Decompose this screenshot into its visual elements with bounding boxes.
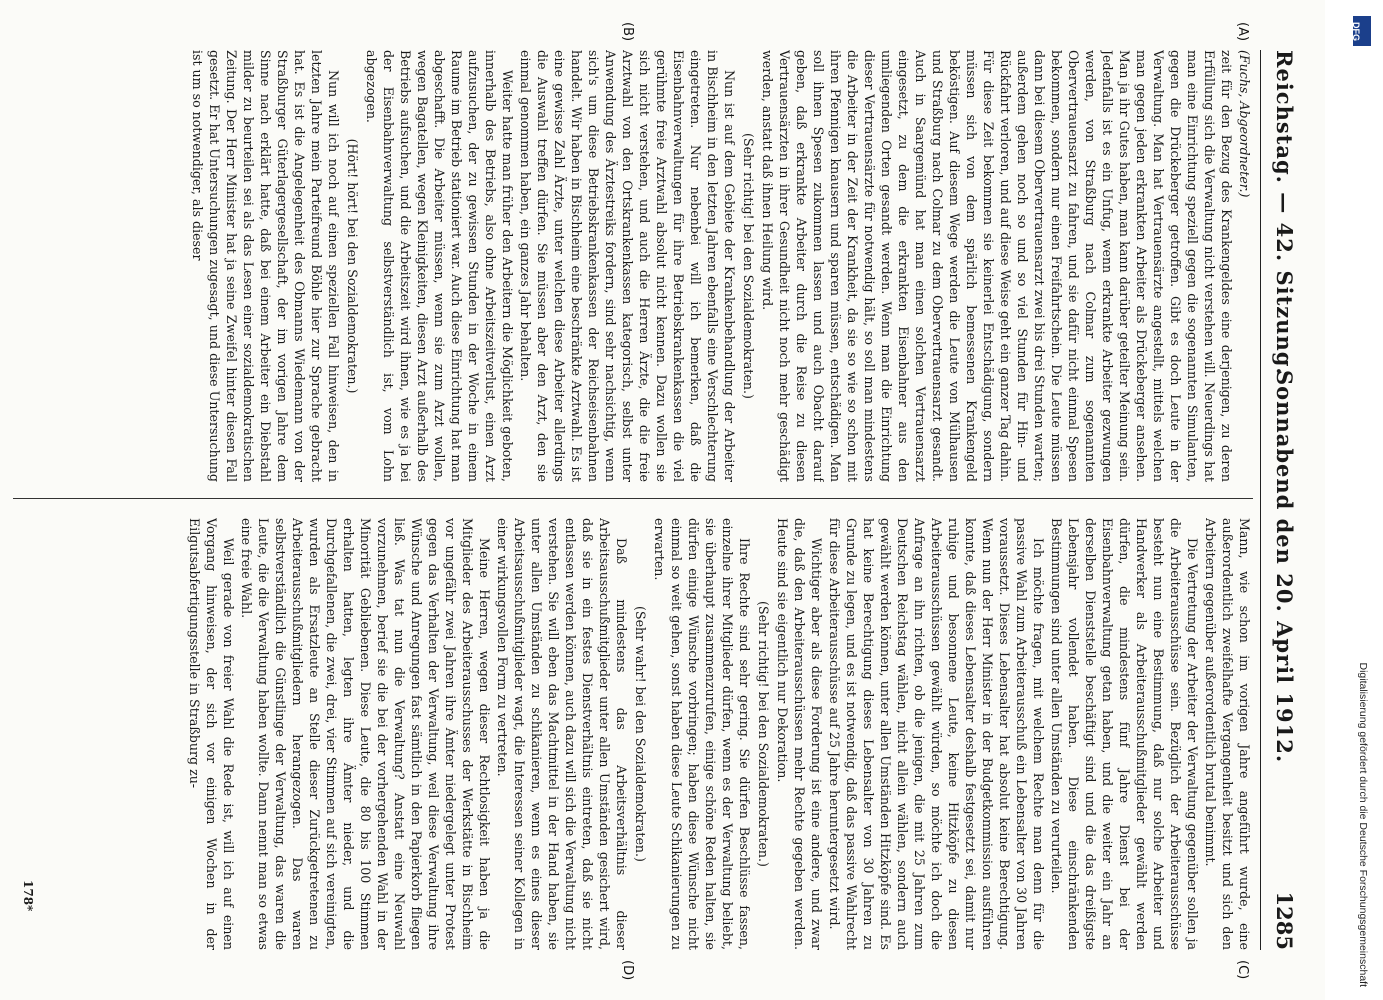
sheet-signature: 178* [21,880,35,912]
interjection: (Hört! hört! bei den Sozialdemokraten.) [345,138,360,394]
credit-text: Digitalisierung gefördert durch die Deutsche Forschungsgemeinschaft [1357,662,1369,987]
paragraph: Meine Herren, wegen dieser Rechtlosigkeit haben ja die Mitglieder des Arbeiterausschusses der Werkstätte in Bischheim vor ungefähr zwei Jahren ihre Ämter niedergelegt unter Protest gegen das Verhalten der Verwaltung, weil diese Verwaltung ihre Wünsche und Anregungen fast sämtlich in den Papierkorb fliegen ließ. Was tat nun die Verwaltung? Anstatt eine Neuwahl vorzunehmen, berief sie die bei der vorhergehenden Wahl in der Minorität Gebliebenen. Diese Leute, die 80 bis 100 Stimmen erhalten hatten, legten ihre Ämter nieder, und die Durchgefallenen, die zwei, drei, vier Stimmen auf sich vereinigten, wurden als Ersatzleute an Stelle dieser Zurückgetretenen zu Arbeiterausschußmitgliedern herangezogen. Das waren selbstverständlich die Günstlinge der Verwaltung, das waren die Leute, die die Verwaltung haben wollte. Dann nennt man so etwas eine freie Wahl. [239,518,492,950]
left-column [13,50,1253,482]
paragraph: zeit für den Bezug des Krankengeldes eine derjenigen, zu deren Erfüllung sich die Verwaltung nicht verstehen will. Neuerdings hat man eine Einrichtung speziell gegen die sogenannten Simulanten, gegen die Drückeberger getroffen. Gibt es doch Leute in der Verwaltung. Man hat Vertrauensärzte angestellt, mittels welchen man gegen jeden erkrankten Arbeiter als Drückeberger ansehen. Man ja ihr Gutes haben, man kann darüber geteilter Meinung sein. Jedenfalls ist es ein Unfug, wenn erkrankte Arbeiter gezwungen werden, von Straßburg nach Colmar zum sogenannten Obervertrauensarzt zu fahren, und sie dafür nicht einmal Spesen bekommen, sondern nur einen Freifahrtschein. Die Leute müssen dann bei diesem Obervertrauensarzt zwei bis drei Stunden warten; außerdem gehen noch so und so viel Stunden für Hin- und Rückfahrt verloren, und auf diese Weise geht ein ganzer Tag dahin. Für diese Zeit bekommen sie keinerlei Entschädigung, sondern müssen sich von dem spärlich bemessenen Krankengeld beköstigen. Auf diesem Wege werden die Leute von Mülhausen und Straßburg nach Colmar zu dem Obervertrauensarzt gesandt. Auch in Saargemünd hat man einen solchen Vertrauensarzt eingesetzt, zu dem die erkrankten Eisenbahner aus den umliegenden Orten gesandt werden. Wenn man die Einrichtung dieser Vertrauensärzte für notwendig hält, so soll man mindestens die Arbeiter in der Zeit der Krankheit, da sie so wie so schon mit ihren Pfennigen knausern und sparen müssen, entschädigen. Man soll ihnen Spesen zukommen lassen und auch Obacht darauf geben, daß erkrankte Arbeiter durch die Reise zu diesen Vertrauensärzten in ihrer Gesundheit nicht noch mehr geschädigt werden, anstatt daß ihnen Heilung wird. [760,50,1234,482]
header-date: Sonnabend den 20. April 1912. [1272,370,1297,764]
header-title: Reichstag. — 42. Sitzung. [1272,50,1297,376]
interjection: (Sehr richtig! bei den Sozialdemokraten.) [741,133,756,399]
paragraph: Daß mindestens das Arbeitsverhältnis dieser Arbeitsausschußmitglieder unter allen Umständen gesichert wird, daß sie in ein festes Dienstverhältnis eintreten, daß sie nicht entlassen werden können, auch dazu will sich die Verwaltung nicht verstehen. Sie will eben das Machtmittel in der Hand haben, sie unter allen Umständen zu schikanieren, wenn es eines dieser Arbeitsausschußmitglieder wagt, die Interessen seiner Kollegen in einer wirkungsvollen Form zu vertreten. [495,518,629,950]
interjection: (Sehr wahr! bei den Sozialdemokraten.) [633,606,648,862]
paragraph: Wichtiger aber als diese Forderung ist eine andere, und zwar die, daß den Arbeiterausschüssen mehr Rechte gegeben werden. Heute sind sie eigentlich nur Dekoration. [775,518,824,950]
speaker-tag: (Fuchs, Abgeordneter.) [1237,50,1252,198]
margin-marker-a: (A) [1235,22,1250,42]
paragraph: Ihre Rechte sind sehr gering. Sie dürfen Beschlüsse fassen, einzelne ihrer Mitglieder dürfen, wenn es der Verwaltung beliebt, sie überhaupt zusammenzurufen, einige schöne Reden halten, sie dürfen einige Wünsche vorbringen; haben diese Wünsche nicht einmal so weit gehen, sonst haben diese Leute Schikanierungen zu erwarten. [652,518,752,950]
paragraph: Ich möchte fragen, mit welchem Rechte man denn für die passive Wahl zum Arbeiterausschuß ein Lebensalter von 30 Jahren voraussetzt. Dieses Lebensalter hat absolut keine Berechtigung. Wenn nun der Herr Minister in der Budgetkommission ausführen konnte, daß dieses Lebensalter deshalb festgesetzt sei, damit nur ruhige und besonnene Leute, keine Hitzköpfe zu diesen Arbeiterausschüssen gewählt würden, so möchte ich doch die Anfrage an ihn richten, ob die jenigen, die mit 25 Jahren zum Deutschen Reichstag wählen, nicht allein wählen, sondern auch gewählt werden können, unter allen Umständen Hitzköpfe sind. Es hat keine Berechtigung dieses Lebensalter von 30 Jahren zu Grunde zu legen, und es ist notwendig, daß das passive Wahlrecht für diese Arbeiterausschüsse auf 25 Jahre heruntergesetzt wird. [827,518,1046,950]
paragraph: Nun ist auf dem Gebiete der Krankenbehandlung der Arbeiter in Bischheim in den letzten Jahren ebenfalls eine Verschlechterung eingetreten. Nur nebenbei will ich bemerken, daß die Eisenbahnverwaltungen für ihre Betriebskrankenkassen die viel gerühmte freie Arztwahl absolut nicht kennen. Dazu wollen sie sich nicht verstehen, und auch die Herren Ärzte, die die freie Arztwahl von den Ortskrankenkassen kategorisch, selbst unter Anwendung des Ärztestreiks fordern, sind sehr nachsichtig, wenn sich's um diese Betriebskrankenkassen der Reichseisenbahnen handelt. Wir haben in Bischheim eine beschränkte Arztwahl. Es ist eine gewisse Zahl Ärzte, unter welchen diese Arbeiter allerdings die Auswahl treffen dürfen. Sie müssen aber den Arzt, den sie einmal genommen haben, ein ganzes Jahr behalten. [518,50,737,482]
paragraph: Weil gerade von freier Wahl die Rede ist, will ich auf einen Vorgang hinweisen, der sich vor einigen Wochen in der Eilgutsabfertigungsstelle in Straßburg zu- [187,518,236,950]
page-number: 1285 [1272,891,1297,950]
margin-marker-b: (B) [620,22,635,42]
interjection: (Sehr richtig! bei den Sozialdemokraten.) [756,601,771,867]
paragraph: Mann, wie schon im vorigen Jahre angeführt wurde, eine außerordentlich zweifelhafte Vergangenheit besitzt und sich den Arbeitern gegenüber außerordentlich brutal benimmt. [1203,518,1252,950]
right-column [13,518,1253,950]
paragraph: Nun will ich noch auf einen speziellen Fall hinweisen, den in letzten Jahre mein Parteifreund Böhle hier zur Sprache gebracht hat. Es ist die Angelegenheit des Obmanns Wiedemann von der Straßburger Güterlagergesellschaft, der im vorigen Jahre dem Sinne nach erklärt hatte, daß bei einem Arbeiter ein Diebstahl milder zu beurteilen sei als das Lesen einer sozialdemokratischen Zeitung. Der Herr Minister hat ja seine Zweifel hinter diesen Fall gesetzt. Er hat Untersuchungen zugesagt, und diese Untersuchung ist um so notwendiger, als dieser [190,50,341,482]
column-divider [13,498,1253,499]
paragraph: Die Vertretung der Arbeiter der Verwaltung gegenüber sollen ja die Arbeiterausschüsse sein. Bezüglich der Arbeiterausschüsse besteht nun eine Bestimmung, daß nur solche Arbeiter und Handwerker als Arbeiterausschußmitglieder gewählt werden dürfen, die mindestens fünf Jahre Dienst bei der Eisenbahnverwaltung getan haben, und die weiter ein Jahr an derselben Dienststelle beschäftigt sind und die das dreißigste Lebensjahr vollendet haben. Diese einschränkenden Bestimmungen sind unter allen Umständen zu verurteilen. [1049,518,1200,950]
paragraph: Weiter hatte man früher den Arbeitern die Möglichkeit geboten, innerhalb des Betriebs, also ohne Arbeitszeitverlust, einen Arzt aufzusuchen, der zu gewissen Stunden in der Woche in einem Raume im Betrieb stationiert war. Auch diese Einrichtung hat man abgeschafft. Die Arbeiter müssen, wenn sie zum Arzt wollen, wegen Bagatellen, wegen Kleinigkeiten, diesen Arzt außerhalb des Betriebs aufsuchen, und die Arbeitszeit wird ihnen, wie es ja bei der Eisenbahnverwaltung selbstverständlich ist, vom Lohn abgezogen. [364,50,515,482]
digitization-credit [1349,12,1377,987]
dfg-logo-icon: DFG [1353,16,1371,46]
margin-marker-c: (C) [1235,960,1250,980]
page-header [1260,50,1305,950]
margin-marker-d: (D) [620,960,635,981]
